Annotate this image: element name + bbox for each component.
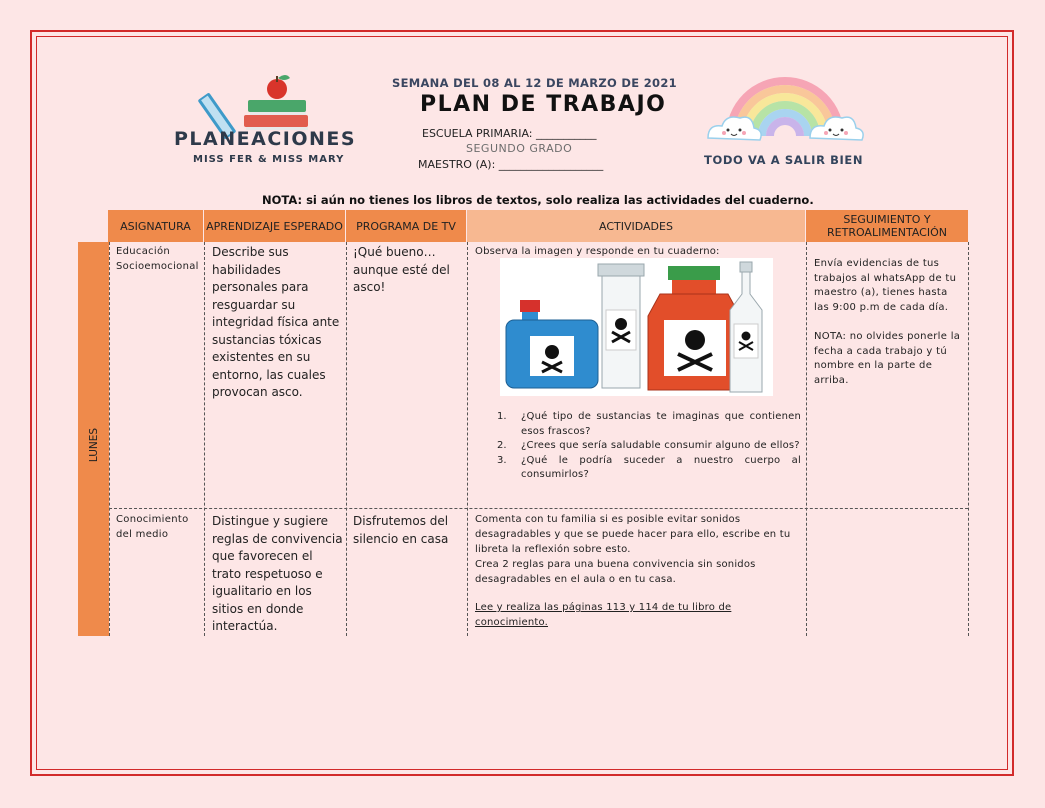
grid-line <box>467 242 468 636</box>
list-item: 1. ¿Qué tipo de sustancias te imaginas que contienen esos frascos? <box>497 411 801 437</box>
header-learning: APRENDIZAJE ESPERADO <box>204 210 346 242</box>
week-range: SEMANA DEL 08 AL 12 DE MARZO DE 2021 <box>392 76 677 90</box>
teacher-field: MAESTRO (A): ___________________ <box>418 158 604 171</box>
row1-followup-evidence: Envía evidencias de tus trabajos al whatsApp de tu maestro (a), tienes hasta las 9:00 p.m de cada día. <box>814 258 957 313</box>
poison-bottles-image <box>500 258 773 396</box>
grid-line <box>346 242 347 636</box>
row2-activity-discuss: Comenta con tu familia si es posible evitar sonidos desagradables y que se puede hacer para ello, escribe en tu libreta la reflexión sobre esto. <box>475 514 791 555</box>
grid-line <box>204 242 205 636</box>
row-divider <box>109 508 968 509</box>
grid-line <box>806 242 807 636</box>
row2-activity-rules: Crea 2 reglas para una buena convivencia sin sonidos desagradables en el aula o en tu casa. <box>475 559 756 585</box>
row2-learning: Distingue y sugiere reglas de convivencia que favorecen el trato respetuoso e igualitario en los sitios en donde interactúa. <box>212 514 343 633</box>
brand-title: PLANEACIONES <box>174 128 357 150</box>
slogan: TODO VA A SALIR BIEN <box>704 153 864 167</box>
brand-subtitle: MISS FER & MISS MARY <box>193 154 345 165</box>
row1-learning: Describe sus habilidades personales para resguardar su integridad física ante sustancias tóxicas existentes en su entorno, las cuales provocan asco. <box>212 245 340 399</box>
list-item: 2. ¿Crees que sería saludable consumir alguno de ellos? <box>497 440 800 451</box>
header-program: PROGRAMA DE TV <box>346 210 467 242</box>
grid-line <box>968 242 969 636</box>
grade-label: SEGUNDO GRADO <box>466 142 573 155</box>
plan-title: PLAN DE TRABAJO <box>420 92 667 117</box>
note-text: NOTA: si aún no tienes los libros de textos, solo realiza las actividades del cuaderno. <box>262 193 814 207</box>
row2-program: Disfrutemos del silencio en casa <box>353 514 449 546</box>
row1-program: ¡Qué bueno… aunque esté del asco! <box>353 245 450 294</box>
grid-line <box>109 242 110 636</box>
list-item: 3. ¿Qué le podría suceder a nuestro cuerpo al consumirlos? <box>497 454 801 480</box>
header-followup: SEGUIMIENTO Y RETROALIMENTACIÓN <box>806 210 968 242</box>
day-label: LUNES <box>88 427 101 463</box>
school-field: ESCUELA PRIMARIA: ___________ <box>422 127 597 140</box>
header-activities: ACTIVIDADES <box>467 210 806 242</box>
rainbow-clouds-icon <box>700 58 870 168</box>
question-list <box>497 410 801 483</box>
row2-subject: Conocimiento del medio <box>116 514 189 540</box>
header-subject: ASIGNATURA <box>108 210 204 242</box>
row2-activity-reading: Lee y realiza las páginas 113 y 114 de tu libro de conocimiento. <box>475 602 732 628</box>
row1-followup-note: NOTA: no olvides ponerle la fecha a cada trabajo y tú nombre en la parte de arriba. <box>814 331 961 386</box>
row1-activity-intro: Observa la imagen y responde en tu cuaderno: <box>475 246 720 257</box>
row1-subject: Educación Socioemocional <box>116 246 199 272</box>
